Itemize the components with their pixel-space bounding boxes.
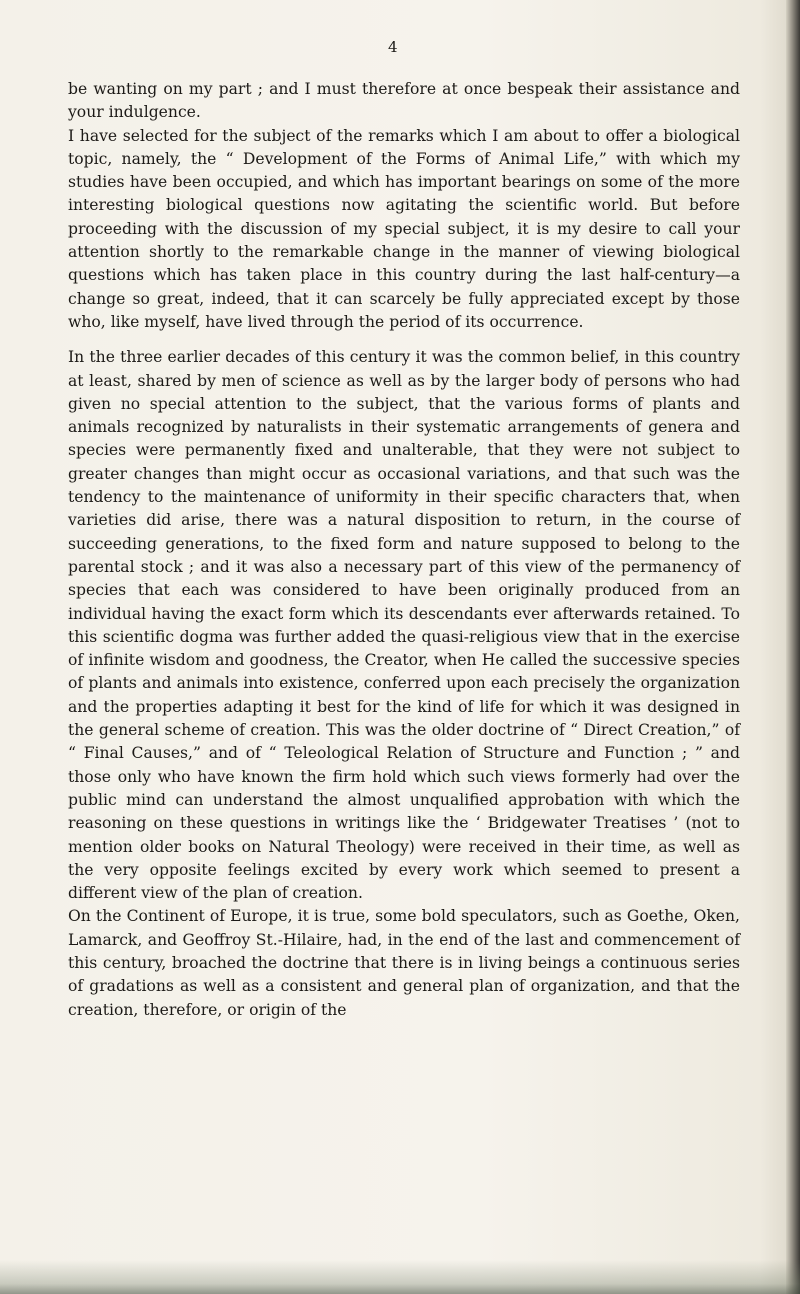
paragraph-2: I have selected for the subject of the remarks which I am about to offer a biological topic, namely, the “ Development of the Forms of Animal Life,” with which my studies have been occupied, and which has important bearings on some of the more interesting biological questions now agitating the scientific world. But before proceeding with the discussion of my special subject, it is my desire to call your attention shortly to the remarkable change in the manner of viewing biological questions which has taken place in this country during the last half-century—a change so great, indeed, that it can scarcely be fully appreciated except by those who, like myself, have lived through the period of its occurrence. (68, 126, 740, 331)
body-text (68, 78, 740, 1022)
paragraph-1: be wanting on my part ; and I must therefore at once bespeak their assistance and your indulgence. (68, 80, 740, 122)
paragraph-3: In the three earlier decades of this century it was the common belief, in this country at least, shared by men of science as well as by the larger body of persons who had given no special attention to the subject, that the various forms of plants and animals recognized by naturalists in their systematic arrangements of genera and species were permanently fixed and unalterable, that they were not subject to greater changes than might occur as occasional variations, and that such was the tendency to the maintenance of uniformity in their specific characters that, when varieties did arise, there was a natural disposition to return, in the course of succeeding generations, to the fixed form and nature supposed to belong to the parental stock ; and it was also a necessary part of this view of the permanency of species that each was considered to have been originally produced from an individual having the exact form which its descendants ever afterwards retained. To this scientific dogma was further added the quasi-religious view that in the exercise of infinite wisdom and goodness, the Creator, when He called the successive species of plants and animals into existence, conferred upon each precisely the organization and the properties adapting it best for the kind of life for which it was designed in the general scheme of creation. This was the older doctrine of “ Direct Creation,” of “ Final Causes,” and of “ Teleological Relation of Structure and Function ; ” and those only who have known the firm hold which such views formerly had over the public mind can understand the almost unqualified approbation with which the reasoning on these questions in writings like the ‘ Bridgewater Treatises ’ (not to mention older books on Natural Theology) were received in their time, as well as the very opposite feelings excited by every work which seemed to present a different view of the plan of creation. (68, 348, 740, 903)
page-bottom-shadow (0, 1260, 800, 1294)
paragraph-gap (68, 334, 740, 346)
page-number: 4 (388, 38, 399, 56)
page-edge-shadow (786, 0, 800, 1294)
paragraph-4: On the Continent of Europe, it is true, some bold speculators, such as Goethe, Oken, Lamarck, and Geoffroy St.-Hilaire, had, in the end of the last and commencement of this century, broached the doctrine that there is in living beings a continuous series of gradations as well as a consistent and general plan of organization, and that the creation, therefore, or origin of the (68, 907, 740, 1019)
